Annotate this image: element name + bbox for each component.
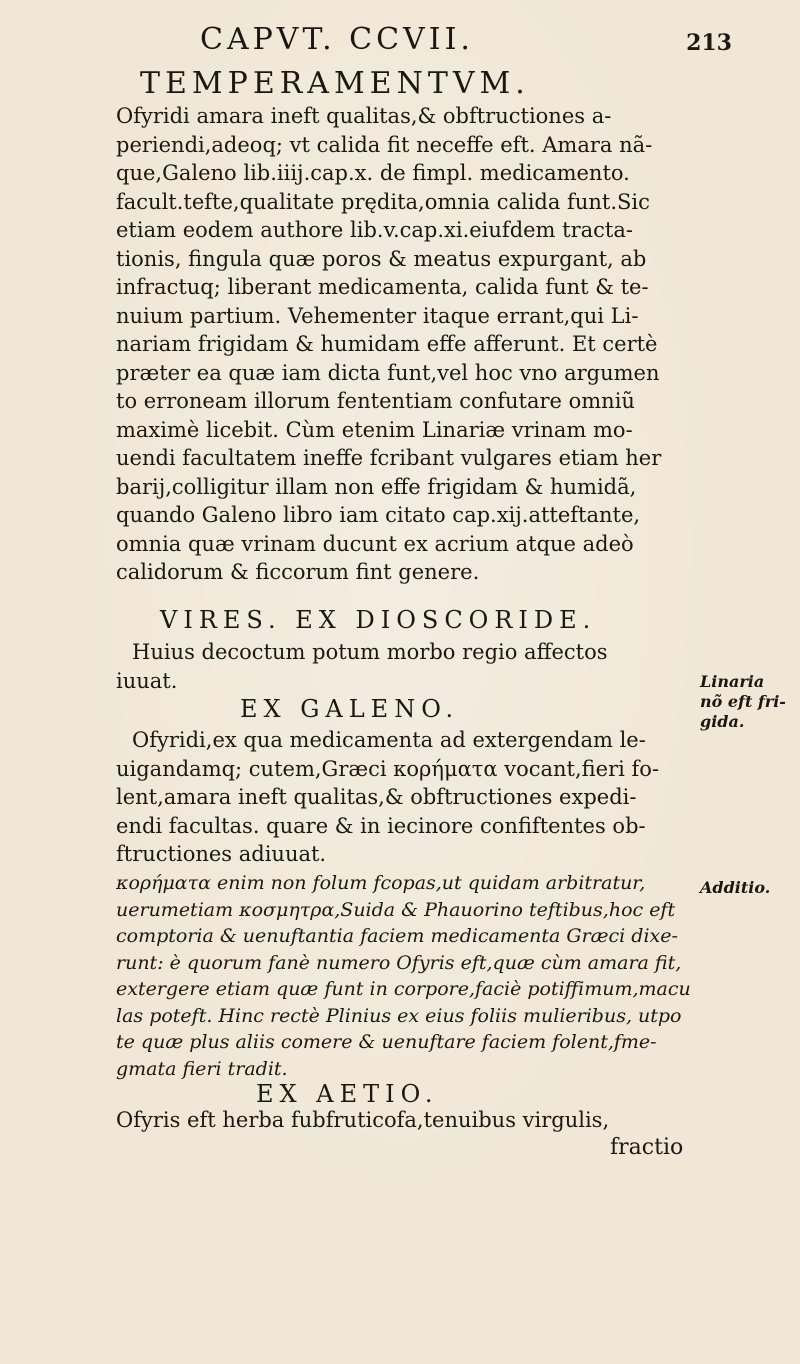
- text-line: uigandamq; cutem,Græci κορήματα vocant,fieri fo-: [116, 756, 660, 781]
- text-line: etiam eodem authore lib.v.cap.xi.eiufdem tracta-: [116, 218, 633, 242]
- heading-vires: VIRES. EX DIOSCORIDE.: [160, 606, 597, 634]
- text-line: lent,amara ineft qualitas,& obftructiones expedi-: [116, 785, 637, 809]
- text-line: uendi facultatem ineffe fcribant vulgares etiam her: [116, 446, 662, 470]
- text-line: Ofyridi,ex qua medicamenta ad extergendam le-: [132, 728, 646, 752]
- section-title: TEMPERAMENTVM.: [140, 66, 530, 101]
- text-line: infractuq; liberant medicamenta, calida funt & te-: [116, 275, 649, 299]
- page-number: 213: [686, 30, 732, 56]
- text-line: gmata fieri tradit.: [116, 1057, 288, 1080]
- text-line: quando Galeno libro iam citato cap.xij.atteftante,: [116, 503, 641, 527]
- paragraph-galeno: [116, 726, 696, 869]
- marginal-note-additio: [700, 878, 795, 898]
- text-line: barij,colligitur illam non effe frigidam & humidã,: [116, 474, 637, 499]
- text-line: omnia quæ vrinam ducunt ex acrium atque adeò: [116, 531, 634, 556]
- marginal-note-linaria: [700, 672, 795, 732]
- paragraph-temperamentum: [116, 102, 696, 587]
- text-line: præter ea quæ iam dicta funt,vel hoc vno argumen: [116, 360, 660, 385]
- text-line: κορήματα enim non folum fcopas,ut quidam arbitratur,: [116, 872, 646, 894]
- text-line: extergere etiam quæ funt in corpore,faciè potiffimum,macu: [116, 978, 691, 1000]
- text-line: endi facultas. quare & in iecinore confiftentes ob-: [116, 813, 646, 838]
- catchword: fractio: [610, 1135, 684, 1160]
- text-line: que,Galeno lib.iiij.cap.x. de fimpl. medicamento.: [116, 161, 630, 185]
- text-line: periendi,adeoq; vt calida fit neceffe eft. Amara nã-: [116, 132, 653, 157]
- text-line: te quæ plus aliis comere & uenuftare faciem folent,fme-: [116, 1031, 657, 1053]
- paragraph-additio: [116, 870, 696, 1082]
- text-line: nariam frigidam & humidam effe afferunt. Et certè: [116, 332, 658, 356]
- text-line: ftructiones adiuuat.: [116, 842, 327, 866]
- text-line: comptoria & uenuftantia faciem medicamenta Græci dixe-: [116, 925, 678, 947]
- text-line: uerumetiam κοσμητρα,Suida & Phauorino teftibus,hoc eft: [116, 898, 676, 921]
- text-line: facult.tefte,qualitate prędita,omnia calida funt.Sic: [116, 189, 650, 214]
- text-line: iuuat.: [116, 668, 178, 693]
- paragraph-aetio: [116, 1106, 696, 1135]
- text-line: Huius decoctum potum morbo regio affectos: [132, 640, 608, 664]
- paragraph-dioscorides: [116, 638, 696, 695]
- heading-galeno: EX GALENO.: [240, 695, 460, 723]
- text-line: Ofyris eft herba fubfruticofa,tenuibus virgulis,: [116, 1108, 610, 1132]
- text-line: to erroneam illorum fententiam confutare omniũ: [116, 389, 635, 413]
- heading-aetio: EX AETIO.: [256, 1080, 439, 1108]
- page-header: [200, 22, 740, 62]
- text-line: nuium partium. Vehementer itaque errant,qui Li-: [116, 303, 639, 328]
- text-line: tionis, fingula quæ poros & meatus expurgant, ab: [116, 246, 647, 271]
- text-line: las poteft. Hinc rectè Plinius ex eius foliis mulieribus, utpo: [116, 1004, 682, 1027]
- text-line: calidorum & ficcorum fint genere.: [116, 560, 480, 584]
- running-head: CAPVT. CCVII.: [200, 22, 474, 57]
- text-line: Ofyridi amara ineft qualitas,& obftructiones a-: [116, 104, 612, 128]
- text-line: runt: è quorum fanè numero Ofyris eft,quæ cùm amara fit,: [116, 951, 682, 974]
- text-line: maximè licebit. Cùm etenim Linariæ vrinam mo-: [116, 417, 633, 442]
- marginal-line: Additio.: [700, 878, 771, 897]
- marginal-line: nõ eft fri-: [700, 692, 786, 711]
- marginal-line: Linaria: [700, 672, 765, 691]
- marginal-line: gida.: [700, 712, 745, 731]
